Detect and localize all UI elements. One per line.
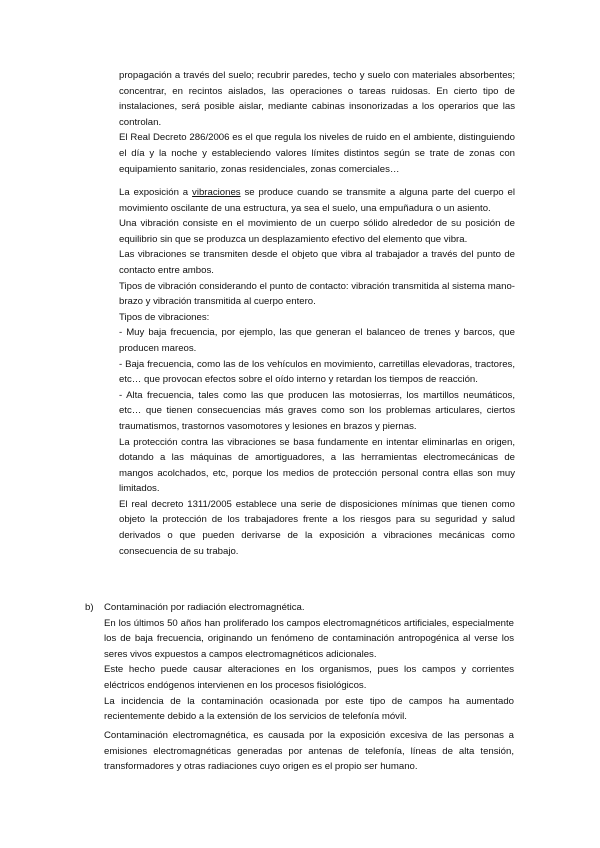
paragraph-em-incidence: La incidencia de la contaminación ocasionada por este tipo de campos ha aumentado recientemente debido a la extensión de los servicios de telefonía móvil. xyxy=(104,695,514,723)
paragraph-vibration-protection: La protección contra las vibraciones se basa fundamente en intentar eliminarlas en origen, dotando a las máquinas de amortiguadores, a las herramientas electromecánicas de mangos acolchados, etc, porque los medios de protección personal contra ellas son muy limitados. xyxy=(119,436,515,495)
paragraph-em-fields: En los últimos 50 años han proliferado los campos electromagnéticos artificiales, especialmente los de baja frecuencia, originando un fenómeno de contaminación antropogénica al verse los seres vivos expuestos a campos electromagnéticos adicionales. xyxy=(104,617,514,660)
section-a-part1 xyxy=(119,68,515,177)
section-a-vibrations xyxy=(119,185,515,559)
list-item-high-frequency: - Alta frecuencia, tales como las que producen las motosierras, los martillos neumáticos, etc… que tienen consecuencias más graves como son los problemas articulares, ciertos traumatismos, trastornos vasomotores y lesiones en brazos y piernas. xyxy=(119,389,515,432)
list-item-very-low-frequency: - Muy baja frecuencia, por ejemplo, las que generan el balanceo de trenes y barcos, que producen mareos. xyxy=(119,327,515,354)
paragraph-real-decreto-1311: El real decreto 1311/2005 establece una serie de disposiciones mínimas que tienen como objeto la protección de los trabajadores frente a los riesgos para su seguridad y salud derivados o que pueden derivarse de la exposición a vibraciones mecánicas como consecuencia de su trabajo. xyxy=(119,498,515,557)
paragraph-em-alterations: Este hecho puede causar alteraciones en los organismos, pues los campos y corrientes eléctricos endógenos intervienen en los procesos fisiológicos. xyxy=(104,664,514,691)
paragraph-vibration-contact-types: Tipos de vibración considerando el punto de contacto: vibración transmitida al sistema mano-brazo y vibración transmitida al cuerpo entero. xyxy=(119,280,515,308)
paragraph-em-contamination-definition: Contaminación electromagnética, es causada por la exposición excesiva de las personas a emisiones electromagnéticas generadas por antenas de telefonía, líneas de alta tensión, transformadores y otras radiaciones cuyo origen es el propio ser humano. xyxy=(104,730,514,773)
section-b xyxy=(104,600,514,725)
paragraph-real-decreto-286: El Real Decreto 286/2006 es el que regula los niveles de ruido en el ambiente, distinguiendo el día y la noche y estableciendo valores límites distintos según se trate de zonas con equipamiento sanitario, zonas residenciales, zonas comerciales… xyxy=(119,132,515,175)
section-b-marker: b) xyxy=(85,602,94,613)
paragraph-vibration-transmission: Las vibraciones se transmiten desde el objeto que vibra al trabajador a través del punto de contacto entre ambos. xyxy=(119,249,515,276)
paragraph-vibration-definition: Una vibración consiste en el movimiento de un cuerpo sólido alrededor de su posición de equilibrio sin que se produzca un desplazamiento efectivo del elemento que vibra. xyxy=(119,218,515,245)
section-b-definition xyxy=(104,728,514,775)
paragraph-vibration-exposure: La exposición a vibraciones se produce cuando se transmite a alguna parte del cuerpo el movimiento oscilante de una estructura, ya sea el suelo, una empuñadura o un asiento. xyxy=(119,187,515,214)
list-item-low-frequency: - Baja frecuencia, como las de los vehículos en movimiento, carretillas elevadoras, tractores, etc… que provocan efectos sobre el oído interno y retardan los tiempos de reacción. xyxy=(119,358,515,386)
vibraciones-link[interactable]: vibraciones xyxy=(192,187,241,198)
paragraph-vibration-types-heading: Tipos de vibraciones: xyxy=(119,311,210,323)
section-b-heading: Contaminación por radiación electromagnética. xyxy=(104,602,305,613)
paragraph-noise-control: propagación a través del suelo; recubrir paredes, techo y suelo con materiales absorbentes; concentrar, en recintos aislados, las operaciones o tareas ruidosas. En cierto tipo de instalaciones, será posible aislar, mediante cabinas insonorizadas a los operarios que las controlan. xyxy=(119,70,515,128)
